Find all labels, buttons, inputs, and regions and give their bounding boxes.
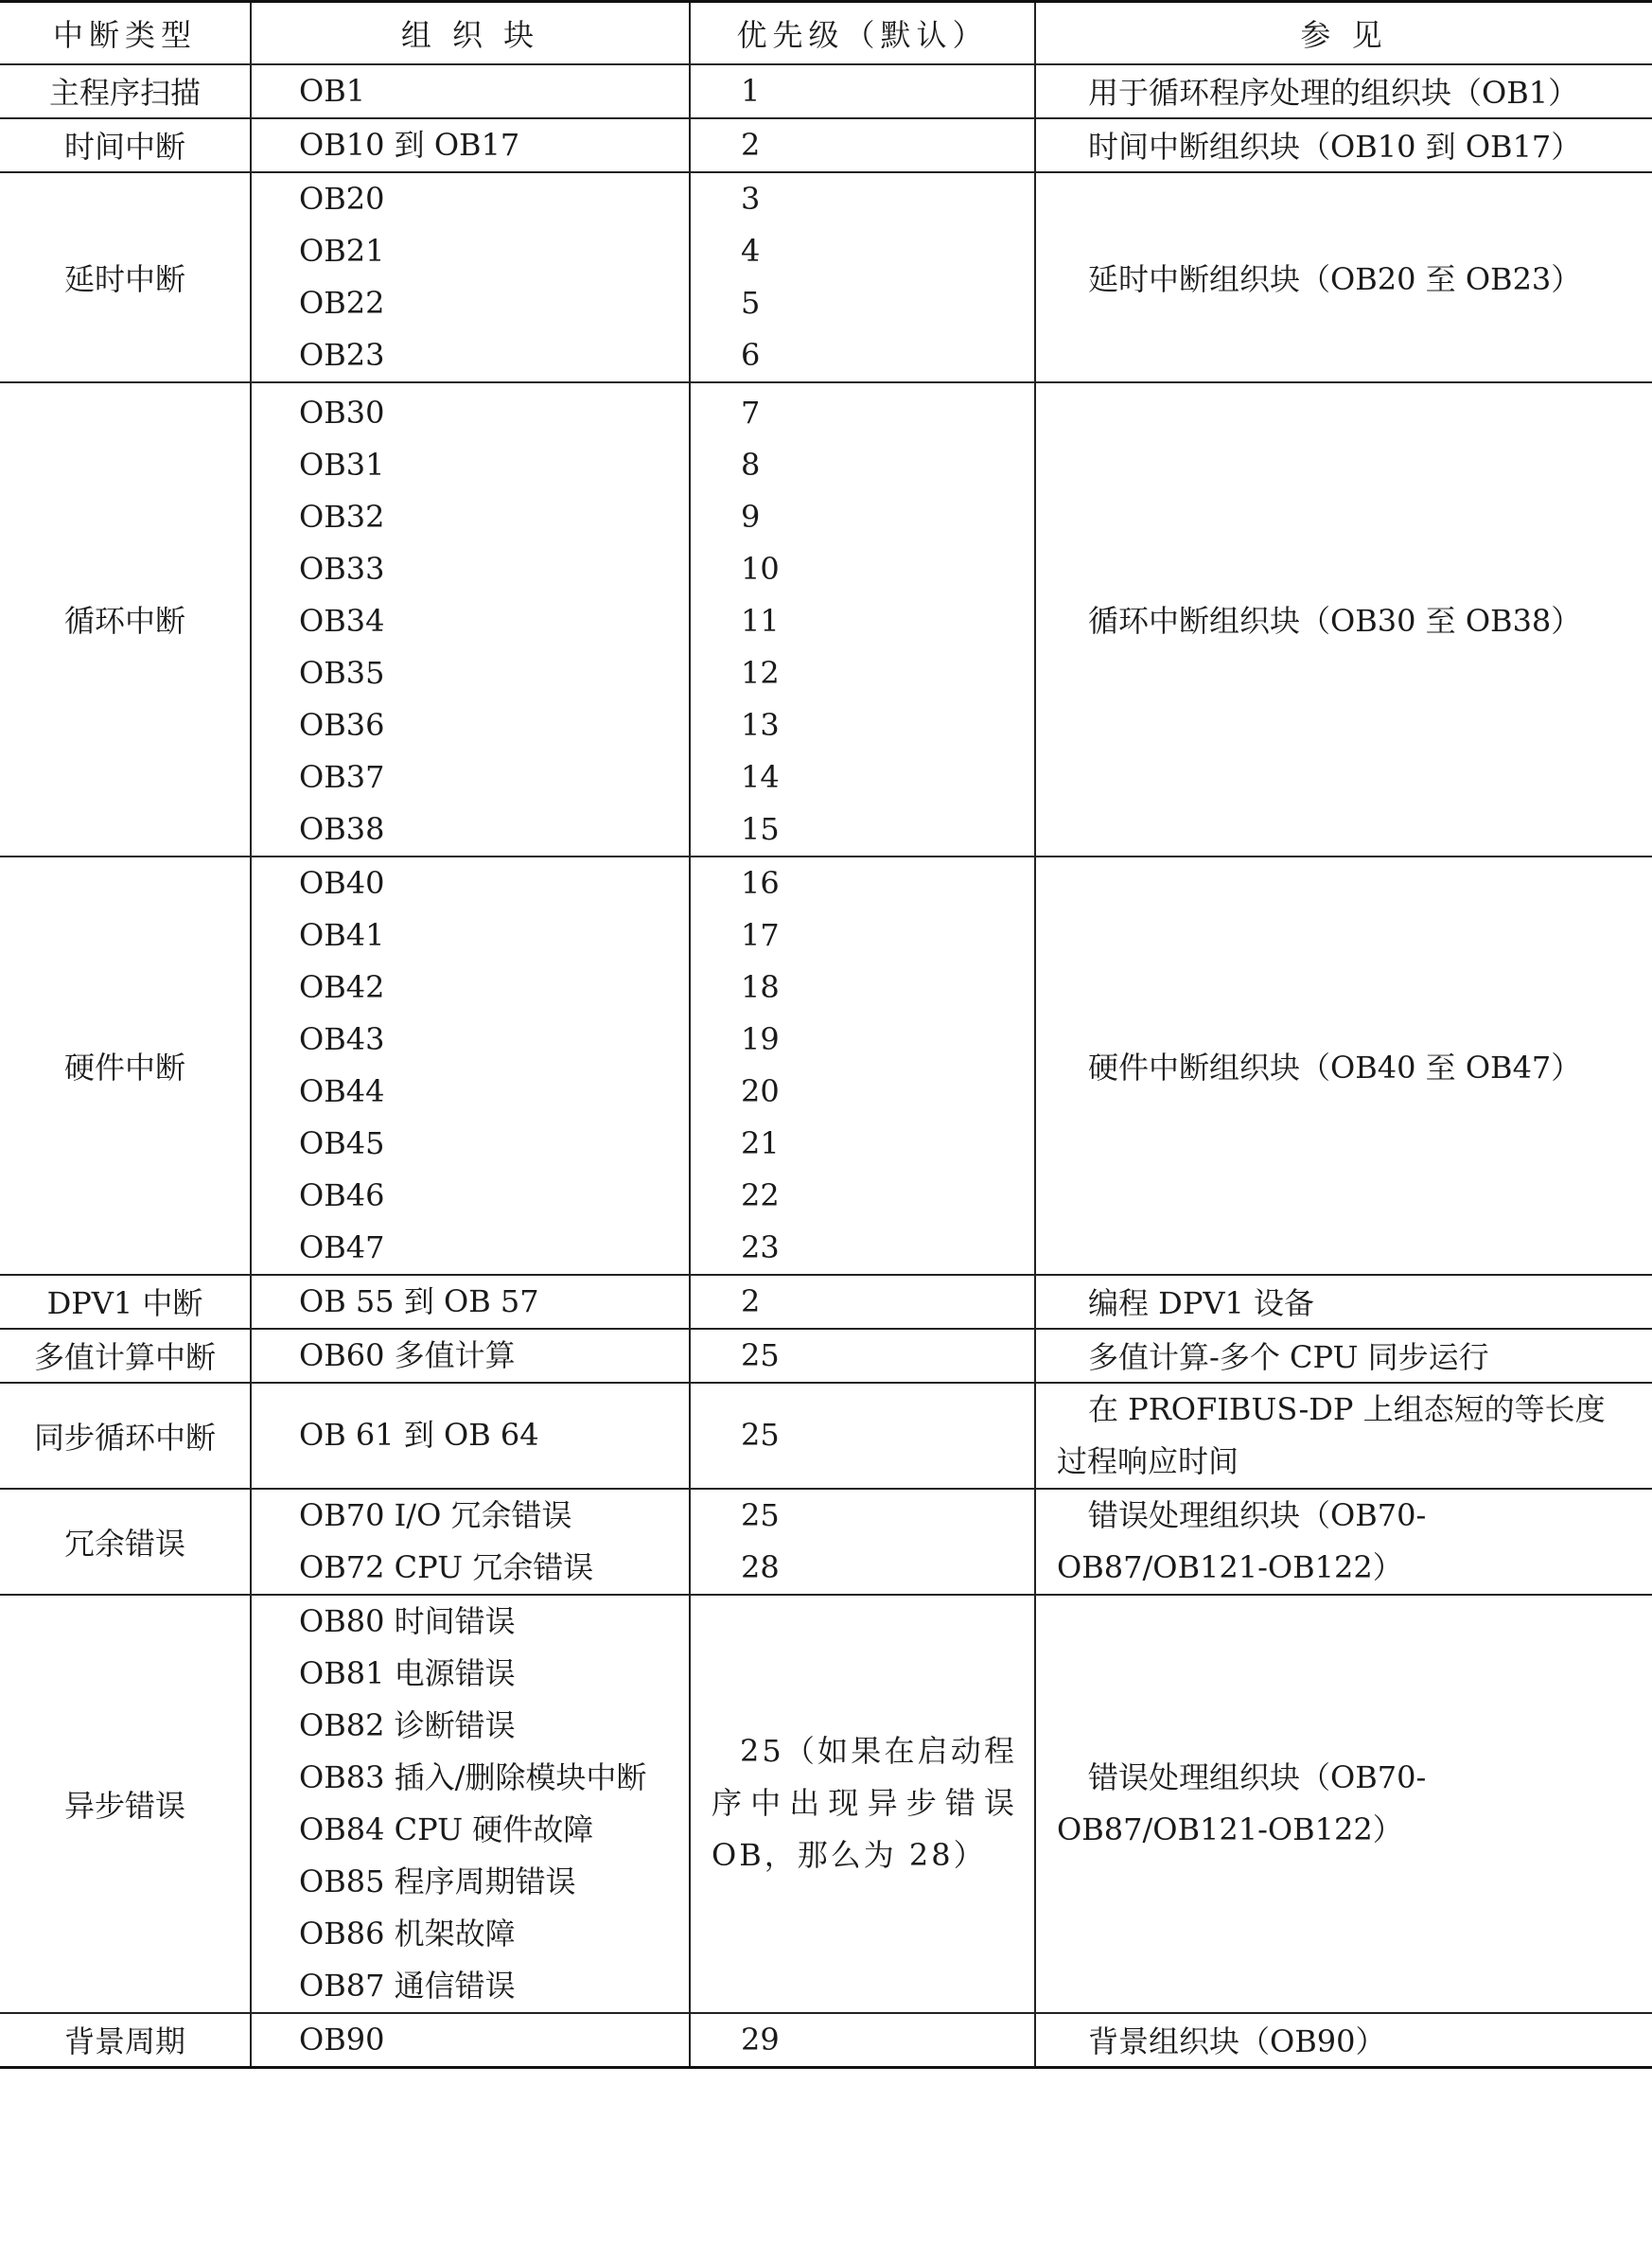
priority-cell — [690, 172, 1035, 382]
priority-value: 25 — [741, 1336, 780, 1373]
priority-value: 25 — [741, 1496, 780, 1533]
organization-block-cell — [251, 1595, 690, 2013]
priority-cell — [690, 64, 1035, 118]
ob-entry: OB85 程序周期错误 — [299, 1863, 576, 1899]
ob-entry: OB43 — [299, 1020, 385, 1057]
interrupt-type-cell: 硬件中断 — [0, 857, 251, 1275]
ob-entry: OB 55 到 OB 57 — [299, 1282, 539, 1319]
ob-entry: OB83 插入/删除模块中断 — [299, 1758, 647, 1795]
ob-entry: OB47 — [299, 1228, 385, 1265]
table-row — [0, 382, 1652, 857]
priority-note-cell: 25（如果在启动程序中出现异步错误 OB，那么为 28） — [690, 1595, 1035, 2013]
reference-cell: 在 PROFIBUS-DP 上组态短的等长度过程响应时间 — [1035, 1383, 1652, 1489]
header-reference: 参 见 — [1035, 2, 1652, 64]
priority-value: 19 — [741, 1020, 780, 1057]
priority-value: 15 — [741, 810, 780, 847]
table-row — [0, 1489, 1652, 1595]
reference-cell: 时间中断组织块（OB10 到 OB17） — [1035, 118, 1652, 172]
ob-entry: OB46 — [299, 1176, 385, 1213]
table-header-row — [0, 2, 1652, 64]
ob-entry: OB44 — [299, 1072, 385, 1109]
ob-entry: OB60 多值计算 — [299, 1336, 516, 1373]
ob-entry: OB87 通信错误 — [299, 1967, 516, 2004]
ob-entry: OB32 — [299, 498, 385, 535]
table-row — [0, 1595, 1652, 2013]
organization-block-cell — [251, 64, 690, 118]
ob-entry: OB37 — [299, 758, 385, 795]
priority-cell — [690, 118, 1035, 172]
priority-cell — [690, 1329, 1035, 1383]
organization-block-cell — [251, 382, 690, 857]
ob-entry: OB38 — [299, 810, 385, 847]
organization-block-cell — [251, 1383, 690, 1489]
reference-cell: 编程 DPV1 设备 — [1035, 1275, 1652, 1329]
ob-entry: OB10 到 OB17 — [299, 126, 520, 163]
interrupt-type-cell: 主程序扫描 — [0, 64, 251, 118]
priority-value: 3 — [741, 180, 761, 217]
ob-entry: OB70 I/O 冗余错误 — [299, 1496, 572, 1533]
priority-value: 11 — [741, 602, 780, 639]
interrupt-type-cell: DPV1 中断 — [0, 1275, 251, 1329]
priority-value: 9 — [741, 498, 761, 535]
reference-cell: 循环中断组织块（OB30 至 OB38） — [1035, 382, 1652, 857]
ob-entry: OB40 — [299, 864, 385, 901]
interrupt-type-cell: 时间中断 — [0, 118, 251, 172]
priority-value: 6 — [741, 336, 761, 373]
ob-entry: OB36 — [299, 706, 385, 743]
ob-entry: OB33 — [299, 550, 385, 587]
table-row — [0, 857, 1652, 1275]
reference-cell: 硬件中断组织块（OB40 至 OB47） — [1035, 857, 1652, 1275]
table-row — [0, 1329, 1652, 1383]
priority-value: 13 — [741, 706, 780, 743]
priority-cell — [690, 857, 1035, 1275]
priority-value: 1 — [741, 72, 761, 109]
priority-value: 10 — [741, 550, 780, 587]
reference-cell: 错误处理组织块（OB70-OB87/OB121-OB122） — [1035, 1489, 1652, 1595]
priority-value: 4 — [741, 232, 761, 269]
interrupt-type-cell: 延时中断 — [0, 172, 251, 382]
ob-entry: OB72 CPU 冗余错误 — [299, 1548, 594, 1585]
reference-cell: 错误处理组织块（OB70-OB87/OB121-OB122） — [1035, 1595, 1652, 2013]
ob-entry: OB34 — [299, 602, 385, 639]
ob-entry: OB23 — [299, 336, 385, 373]
priority-value: 2 — [741, 1282, 761, 1319]
priority-value: 22 — [741, 1176, 780, 1213]
organization-block-cell — [251, 1489, 690, 1595]
ob-entry: OB84 CPU 硬件故障 — [299, 1811, 594, 1847]
ob-entry: OB45 — [299, 1124, 385, 1161]
table-row — [0, 1383, 1652, 1489]
interrupt-type-cell: 多值计算中断 — [0, 1329, 251, 1383]
ob-entry: OB31 — [299, 446, 385, 483]
header-priority: 优先级（默认） — [690, 2, 1035, 64]
priority-value: 20 — [741, 1072, 780, 1109]
reference-cell: 延时中断组织块（OB20 至 OB23） — [1035, 172, 1652, 382]
interrupt-type-cell: 同步循环中断 — [0, 1383, 251, 1489]
ob-entry: OB30 — [299, 394, 385, 431]
ob-entry: OB80 时间错误 — [299, 1602, 516, 1639]
ob-entry: OB82 诊断错误 — [299, 1706, 516, 1743]
priority-value: 23 — [741, 1228, 780, 1265]
priority-value: 21 — [741, 1124, 780, 1161]
priority-cell — [690, 1489, 1035, 1595]
table-row — [0, 1275, 1652, 1329]
priority-value: 18 — [741, 968, 780, 1005]
priority-cell — [690, 1275, 1035, 1329]
ob-entry: OB86 机架故障 — [299, 1915, 516, 1952]
table-body — [0, 64, 1652, 2068]
priority-cell — [690, 2013, 1035, 2068]
priority-value: 17 — [741, 916, 780, 953]
ob-entry: OB41 — [299, 916, 385, 953]
table-row — [0, 172, 1652, 382]
table-row — [0, 2013, 1652, 2068]
priority-value: 28 — [741, 1548, 780, 1585]
ob-entry: OB81 电源错误 — [299, 1654, 516, 1691]
ob-entry: OB42 — [299, 968, 385, 1005]
table-row — [0, 64, 1652, 118]
ob-entry: OB35 — [299, 654, 385, 691]
organization-block-cell — [251, 118, 690, 172]
table-row — [0, 118, 1652, 172]
reference-cell: 用于循环程序处理的组织块（OB1） — [1035, 64, 1652, 118]
ob-entry: OB22 — [299, 284, 385, 321]
organization-block-cell — [251, 1329, 690, 1383]
interrupt-type-cell: 异步错误 — [0, 1595, 251, 2013]
header-organization-block: 组 织 块 — [251, 2, 690, 64]
organization-block-cell — [251, 1275, 690, 1329]
ob-entry: OB90 — [299, 2021, 385, 2058]
priority-value: 25 — [741, 1417, 780, 1453]
reference-cell: 背景组织块（OB90） — [1035, 2013, 1652, 2068]
priority-value: 7 — [741, 394, 761, 431]
priority-cell — [690, 382, 1035, 857]
ob-entry: OB 61 到 OB 64 — [299, 1417, 539, 1453]
ob-entry: OB21 — [299, 232, 385, 269]
priority-value: 5 — [741, 284, 761, 321]
priority-cell — [690, 1383, 1035, 1489]
priority-value: 16 — [741, 864, 780, 901]
priority-value: 2 — [741, 126, 761, 163]
interrupt-type-cell: 冗余错误 — [0, 1489, 251, 1595]
organization-block-cell — [251, 2013, 690, 2068]
priority-value: 14 — [741, 758, 780, 795]
header-interrupt-type: 中断类型 — [0, 2, 251, 64]
organization-block-cell — [251, 857, 690, 1275]
priority-value: 8 — [741, 446, 761, 483]
organization-block-cell — [251, 172, 690, 382]
priority-value: 29 — [741, 2021, 780, 2058]
interrupt-type-cell: 背景周期 — [0, 2013, 251, 2068]
ob-entry: OB1 — [299, 72, 366, 109]
interrupt-type-cell: 循环中断 — [0, 382, 251, 857]
ob-entry: OB20 — [299, 180, 385, 217]
priority-value: 12 — [741, 654, 780, 691]
reference-cell: 多值计算-多个 CPU 同步运行 — [1035, 1329, 1652, 1383]
